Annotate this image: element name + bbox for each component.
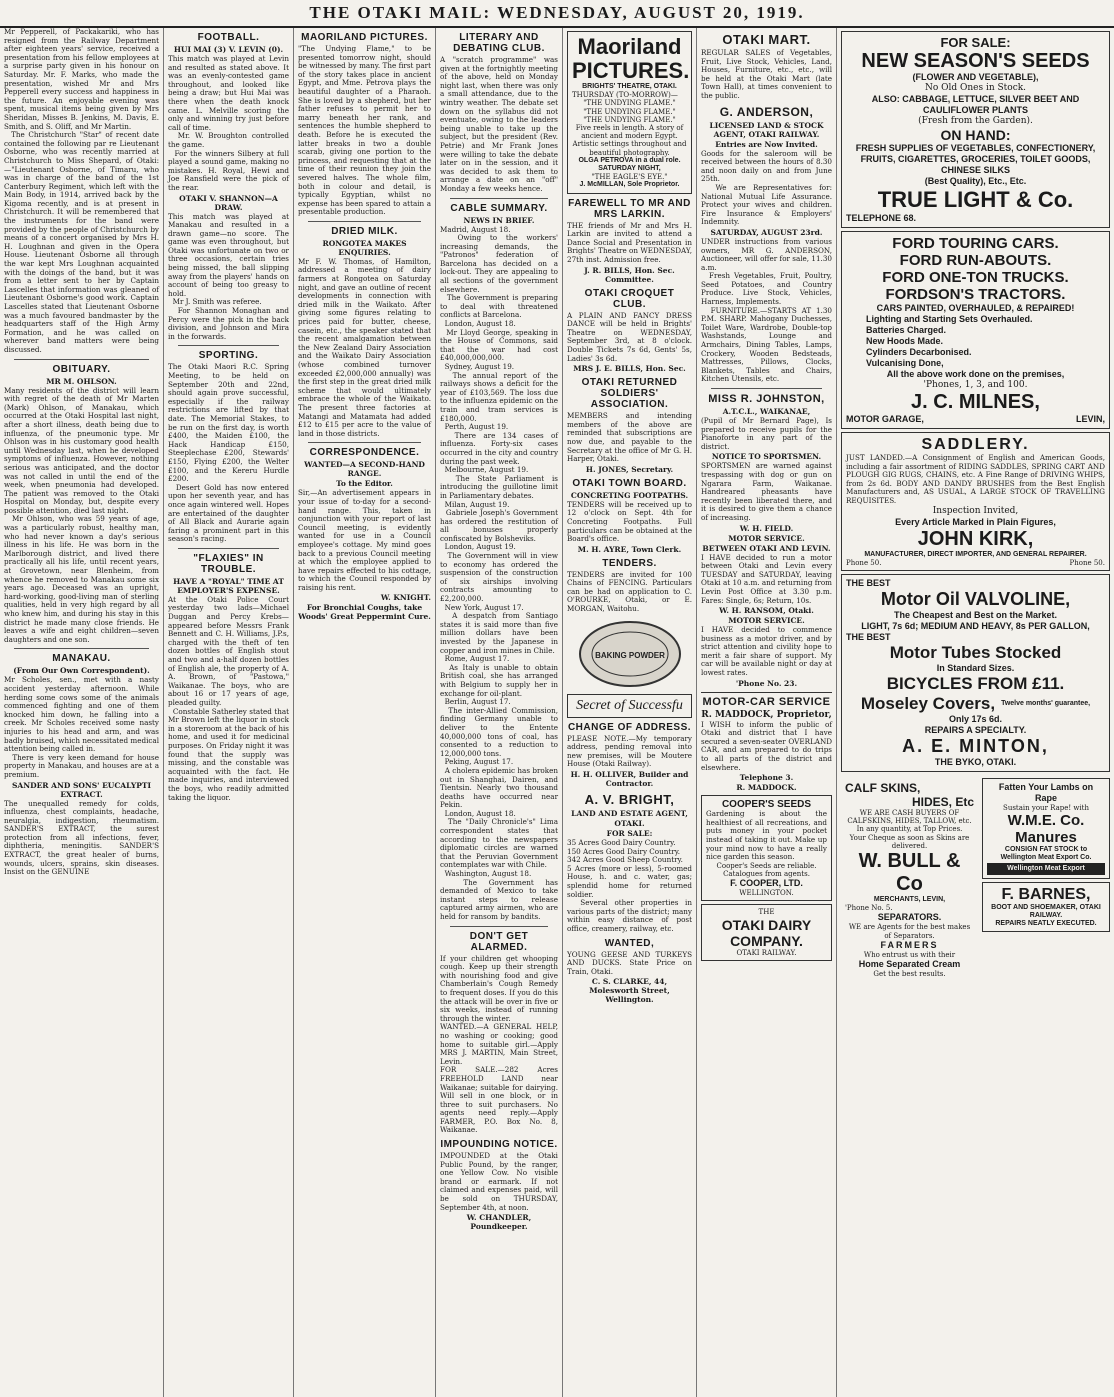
- wanted-signature: C. S. CLARKE, 44, Molesworth Street, Wellington.: [589, 977, 670, 1005]
- sportsmen-signature: W. H. FIELD.: [739, 523, 794, 533]
- bottom-adverts-row: [841, 775, 1110, 984]
- motor-heading: MOTOR SERVICE.: [728, 533, 805, 543]
- farewell-body: THE friends of Mr and Mrs H. Larkin are invited to attend a Dance Social and Presentation in Brights' Theatre on WEDNESDAY, 27th inst. Admission free.: [567, 220, 695, 265]
- shannon-body: This match was played at Manakau and resulted in a drawn game—no score. The game was even throughout, but Otaki was unfortunate on two or three occasions, certain tries being missed, the ball slipping away from the players' hands on account of being too greasy to hold. Mr J. Smith was referee. For Shannon Monaghan and Percy were the pick in the back division, and Johnson and Mira in the forwards.: [168, 211, 289, 341]
- wanted-general-help: WANTED.—A GENERAL HELP, no washing or cooking; good home to suitable girl.—Apply MRS J. MARTIN, Main Street, Levin.: [440, 1022, 561, 1066]
- motor-tubes-subtitle: In Standard Sizes.: [936, 662, 1015, 673]
- soldiers-heading: OTAKI RETURNED SOLDIERS' ASSOCIATION.: [581, 377, 678, 411]
- w-bull-name: W. BULL & Co: [858, 849, 961, 895]
- change-address-signature: H. H. OLLIVER, Builder and Contractor.: [570, 770, 689, 789]
- john-kirk-subtitle: MANUFACTURER, DIRECT IMPORTER, AND GENERAL REPAIRER.: [864, 550, 1087, 558]
- anderson-name: G. ANDERSON,: [719, 104, 814, 119]
- correspondence-body: Sir,—An advertisement appears in your issue of to-day for a second-hand range. This, taken in conjunction with your report of last Council meeting, is evidently wanted for use in a Council employee's cottage. My mind goes back to a previous Council meeting at which the employee applied to have repairs effected to his cottage, to which the Council responded by raising his rent.: [298, 488, 434, 592]
- ford-premises: All the above work done on the premises,: [886, 369, 1065, 379]
- pictures-film: "THE UNDYING FLAME.": [583, 107, 676, 116]
- mart-body-2: Goods for the saleroom will be received between the hours of 8.30 and noon daily on and from June 25th. We are Representatives for: National Mutual Life Assurance. Protect your wives and children. Fire Insurance & Employers' Indemnity.: [701, 148, 832, 227]
- johnston-subtitle: A.T.C.L., WAIKANAE,: [722, 407, 811, 416]
- soldiers-signature: H. JONES, Secretary.: [585, 464, 674, 474]
- inspection-invited: Inspection Invited,: [932, 505, 1019, 516]
- dairy-location: OTAKI RAILWAY.: [736, 948, 797, 957]
- tenders-body: TENDERS are invited for 100 Chains of FENCING. Particulars can be had on application to C. O'ROURKE, Otaki, or E. MORGAN, Waitohu.: [567, 569, 695, 614]
- byko-address: THE BYKO, OTAKI.: [934, 756, 1017, 767]
- calf-skins-advert: [841, 778, 978, 981]
- ford-trucks: FORD ONE-TON TRUCKS.: [882, 269, 1069, 286]
- sanders-body: The unequalled remedy for colds, influenza, chest complaints, headache, neuralgia, indigestion, rheumatism. SANDER'S EXTRACT, the surest protection from all infections, fever, diphtheria, meningitis. SANDER'S EXTRACT, the great healer of burns, wounds, ulcers, sprains, skin diseases. Insist on the GENUINE: [4, 798, 162, 877]
- baking-powder-illustration: [575, 618, 685, 690]
- column-6: [696, 28, 836, 1397]
- minton-name: A. E. MINTON,: [902, 735, 1049, 756]
- moseley-guarantee: Twelve months' guarantee,: [1001, 699, 1091, 707]
- town-board-signature: M. H. AYRE, Town Clerk.: [577, 544, 682, 554]
- bottom-left-adverts: [841, 775, 978, 984]
- pictures-description: Five reels in length. A story of ancient and modern Egypt. Artistic settings throughout and beautiful photography.: [572, 124, 687, 157]
- valvoline-title: Motor Oil VALVOLINE,: [880, 588, 1071, 609]
- football-subheading: HUI MAI (3) V. LEVIN (0).: [173, 45, 284, 54]
- dairy-name: OTAKI DAIRY: [721, 916, 812, 933]
- literary-heading: LITERARY AND DEBATING CLUB.: [453, 32, 545, 54]
- best-quality: (Best Quality), Etc., Etc.: [924, 176, 1027, 186]
- moseley-price: Only 17s 6d.: [948, 713, 1003, 724]
- dairy-the: THE: [758, 908, 775, 917]
- maddock-body: I WISH to inform the public of Otaki and district that I have secured a seven-seater OVERLAND CAR, and am prepared to do trips to all parts of the district and elsewhere.: [701, 719, 835, 772]
- alarm-heading: DON'T GET ALARMED.: [469, 930, 529, 953]
- town-board-body: TENDERS will be received up to 12 o'clock on Sept. 4th for Concreting Footpaths. Full particulars can be obtained at the Board's office.: [567, 499, 695, 544]
- croquet-signature: MRS J. E. BILLS, Hon. Sec.: [573, 364, 686, 374]
- baking-powder-label: BAKING POWDER: [594, 650, 665, 660]
- wme-manures: W.M.E. Co. Manures: [1007, 812, 1085, 847]
- w-bull-phone: 'Phone No. 5.: [845, 904, 893, 913]
- barnes-subtitle: BOOT AND SHOEMAKER, OTAKI RAILWAY.: [991, 903, 1101, 919]
- barnes-name: F. BARNES,: [1001, 885, 1091, 903]
- motor-subheading: BETWEEN OTAKI AND LEVIN.: [702, 543, 831, 553]
- seeds-for-sale: FOR SALE:: [940, 35, 1011, 50]
- column-3: [293, 28, 435, 1397]
- impound-body: IMPOUNDED at the Otaki Public Pound, by the ranger, one Yellow Cow. No visible brand or earmark. If not claimed and expenses paid, will be sold on THURSDAY, September 4th, at noon.: [440, 1151, 561, 1212]
- barnes-advert: [982, 882, 1110, 933]
- saturday-heading: SATURDAY, AUGUST 23rd.: [710, 227, 823, 237]
- obituary-heading: OBITUARY.: [52, 363, 111, 375]
- car-service-heading: MOTOR-CAR SERVICE: [701, 692, 832, 708]
- pictures-star: OLGA PETROVA in a dual role.: [578, 156, 681, 164]
- correspondence-signature: W. KNIGHT.: [380, 593, 431, 603]
- the-best-label: THE BEST: [846, 577, 891, 588]
- wanted-body: YOUNG GEESE AND TURKEYS AND DUCKS. State Price on Train, Otaki.: [567, 949, 695, 976]
- dried-milk-subheading: RONGOTEA MAKES ENQUIRIES.: [322, 238, 407, 257]
- bright-town: OTAKI.: [614, 819, 645, 829]
- true-light-name: TRUE LIGHT & Co.: [877, 187, 1074, 212]
- repairs-specialty: REPAIRS A SPECIALTY.: [924, 724, 1027, 735]
- town-board-subheading: CONCRETING FOOTPATHS.: [570, 490, 689, 500]
- divider: [178, 548, 279, 549]
- maddock-signature: R. MADDOCK.: [736, 783, 797, 793]
- sporting-body: The Otaki Maori R.C. Spring Meeting, to be held on September 20th and 22nd, should again prove successful, especially if the railway restrictions are lifted by that date. The Memorial Stakes, to be run on the first day, is worth £400, the Maiden £100, the Hack Handicap £150, Steeplechase £200, Stewards' £150, Flying £200, the Welter £100, and the Kereru Hurdle £200. Desert Gold has now entered upon her seventh year, and has once again wintered well. Hopes are entertained of the daughter of All Black and Aurarie again faring a prominent part in this season's racing.: [168, 362, 289, 544]
- football-body: This match was played at Levin and resulted as stated above. It was an evenly-contested game throughout, and looked like being a draw; but Hui Mai was there when the death knock came. L. Melville scoring the only and winning try just before call of time. Mr. W. Broughton controlled the game. For the winners Silbery at full played a sound game, making no mistakes. H. Royal, Hewi and Joe Ransfield were the pick of the rear.: [168, 54, 290, 192]
- sustain-rape: Sustain your Rape! with: [1003, 803, 1089, 812]
- every-article: Every Article Marked in Plain Figures,: [895, 516, 1056, 527]
- otaki-dairy-advert: [701, 904, 832, 960]
- saddlery-title: SADDLERY.: [921, 436, 1030, 453]
- pictures-title: Maoriland: [577, 34, 682, 59]
- moseley-title: Moseley Covers,: [860, 693, 996, 713]
- correspondence-heading: CORRESPONDENCE.: [309, 447, 420, 459]
- column-7: [836, 28, 1114, 1397]
- separators-body: WE are Agents for the best makes of Separators.: [848, 923, 971, 940]
- kirk-phone-right: Phone 50.: [1069, 558, 1105, 567]
- ford-phones: 'Phones, 1, 3, and 100.: [923, 380, 1028, 390]
- flaxies-subheading: HAVE A "ROYAL" TIME AT EMPLOYER'S EXPENSE.: [173, 576, 284, 595]
- sporting-heading: SPORTING.: [198, 350, 259, 362]
- croquet-heading: OTAKI CROQUET CLUB.: [584, 287, 675, 310]
- pictures-day: THURSDAY (TO-MORROW)—: [572, 91, 678, 100]
- coopers-seeds-firm: F. COOPER, LTD.: [730, 878, 803, 889]
- coopers-seeds-catalogue: Cooper's Seeds are reliable. Catalogues from agents.: [716, 861, 817, 878]
- column-2: [163, 28, 293, 1397]
- pictures-film-2: "THE EAGLE'S EYE.": [591, 173, 668, 182]
- cash-buyers-body: WE ARE CASH BUYERS OF CALFSKINS, HIDES, TALLOW, etc. In any quantity, at Top Prices.: [847, 808, 972, 834]
- mart-body: REGULAR SALES of Vegetables, Fruit, Live Stock, Vehicles, Land, Houses, Furniture, etc., etc., will be held at the Otaki Mart (late Town Hall), at times convenient to the public.: [701, 48, 835, 100]
- farewell-heading: FAREWELL TO MR AND MRS LARKIN.: [568, 197, 691, 220]
- pictures-advert: [567, 31, 692, 194]
- sportsmen-heading: NOTICE TO SPORTSMEN.: [711, 452, 822, 462]
- maddock-telephone: Telephone 3.: [739, 773, 794, 783]
- cough-footer: For Bronchial Coughs, take Woods' Great Peppermint Cure.: [298, 603, 431, 622]
- hides-title: HIDES, Etc: [911, 794, 974, 809]
- entries-invited: Entries are Now Invited.: [715, 139, 818, 149]
- column-4: [435, 28, 562, 1397]
- soldiers-body: MEMBERS and intending members of the above are reminded that subscriptions are now due, and payable to the Secretary at the office of Mr G. H. Harper, Otaki.: [567, 411, 695, 464]
- home-separated-cream: Home Separated Cream: [858, 959, 961, 969]
- divider: [711, 388, 822, 389]
- ford-advert: [841, 231, 1110, 429]
- on-hand-heading: ON HAND:: [940, 127, 1011, 143]
- intro-article: Mr Pepperell, of Packakariki, who has resigned from the Railway Department after eighteen years' service, received a presentation from his fellow employees at a surprise party given in his honour on Saturday. Mr. F. Marks, who made the presentation, wished Mr and Mrs Pepperell every success and happiness in the future. An enjoyable evening was spent, musical items being given by Mrs Sheridan, Misses B. Jenkins, M. Davis, E. Smith, and S. Oliff, and Mr Martin. The Christchurch "Star" of recent date contained the following par re Lieutenant Osborne, who was recently married at Christchurch to Miss Shepard, of Otaki:—"Lieutenant Osborne, of Timaru, who was in charge of the band of the 1st Canterbury Regiment, which left with the Main Body, in 1914, arrived back by the Kigoma recently, and is at present in Christchurch. It will be remembered that the instruments for the band were provided by the people of Christchurch by means of a concert organised by Mrs H. H. Loughnan and given in the Opera House. Lieutenant Osborne all through the war kept Mrs Loughnan acquainted with the doings of the band, but it was from a letter sent to her by Captain Lascelles that information was gleaned of Lieutenant Osborne's good work. Captain Lascelles stated that Lieutenant Osborne was a much favoured bandmaster by the headquarters staff of the High Army Formation, and he was called on wherever band matters were being discussed.: [4, 28, 159, 354]
- milnes-name: J. C. MILNES,: [911, 391, 1040, 413]
- divider: [308, 442, 421, 443]
- coopers-seeds-town: WELLINGTON.: [739, 889, 794, 898]
- divider: [308, 221, 421, 222]
- wanted-heading: WANTED,: [604, 937, 655, 949]
- manures-advert: [982, 778, 1110, 879]
- dried-milk-heading: DRIED MILK.: [331, 225, 398, 237]
- valvoline-subtitle: The Cheapest and Best on the Market.: [893, 609, 1058, 620]
- sportsmen-body: SPORTSMEN are warned against trespassing with dog or gun on Ngarara Farm, Waikanae. Handreared pheasants have recently been liberated there, and it is desired to give them a chance of increasing.: [701, 461, 835, 522]
- pictures-film: "THE UNDYING FLAME.": [583, 115, 676, 124]
- bright-for-sale: FOR SALE:: [606, 829, 653, 839]
- bright-body: 35 Acres Good Dairy Country. 150 Acres Good Dairy Country. 342 Acres Good Sheep Country. 5 Acres (more or less), 5-roomed House, h. and c. water, gas; splendid home for returned soldier. Several other properties in various parts of the district; many within easy distance of post office, creamery, railway, etc.: [567, 838, 692, 933]
- cable-subheading: NEWS IN BRIEF.: [463, 215, 535, 225]
- best-results: Get the best results.: [873, 970, 946, 978]
- bicycles-price: BICYCLES FROM £11.: [886, 673, 1065, 693]
- w-bull-subtitle: MERCHANTS, LEVIN,: [873, 895, 946, 903]
- divider: [14, 359, 149, 360]
- milnes-garage: MOTOR GARAGE,: [846, 414, 924, 424]
- seeds-subtitle: (FLOWER AND VEGETABLE),: [912, 72, 1039, 82]
- motor2-body: I HAVE decided to commence business as a motor driver, and by strict attention and civility hope to merit a fair share of support. My car will be available night or day at lowest rates.: [701, 625, 835, 678]
- maoriland-heading: MAORILAND PICTURES.: [301, 32, 428, 43]
- motor-tubes-title: Motor Tubes Stocked: [889, 642, 1062, 662]
- milnes-town: LEVIN,: [1075, 414, 1105, 424]
- separators-heading: SEPARATORS.: [877, 912, 942, 923]
- change-address-body: PLEASE NOTE.—My temporary address, pending removal into new premises, will be Moutere House (Otaki Railway).: [567, 733, 695, 769]
- ford-services-list: Lighting and Starting Sets Overhauled. Batteries Charged. New Hoods Made. Cylinders Decarbonised. Vulcanising Done,: [866, 314, 1033, 368]
- johnston-body: (Pupil of Mr Bernard Page), Is prepared to receive pupils for the Pianoforte in any part of the district.: [701, 416, 835, 451]
- sanders-heading: SANDER AND SONS' EUCALYPTI EXTRACT.: [12, 780, 151, 799]
- fordson-tractors: FORDSON'S TRACTORS.: [885, 286, 1066, 303]
- secret-success-banner: Secret of Successfu: [567, 694, 692, 718]
- divider: [450, 926, 548, 927]
- johnston-heading: MISS R. JOHNSTON,: [708, 393, 825, 405]
- literary-body: A "scratch programme" was given at the fortnightly meeting of the above, held on Monday night last, when there was only a small attendance, due to the wintry weather. The debate set down on the syllabus did not eventuate, owing to the leaders being unable to take up the subject, but the president (Rev. Petrie) and Mr Frank Jones were willing to take the debate later on in the session, and it was decided to ask them to arrange a date on an "off" Monday a few weeks hence.: [440, 55, 561, 193]
- pictures-theatre: BRIGHTS' THEATRE, OTAKI.: [582, 83, 677, 90]
- telephone: TELEPHONE 68.: [846, 213, 917, 223]
- john-kirk-name: JOHN KIRK,: [917, 527, 1034, 550]
- milnes-footer: [846, 414, 1105, 425]
- coopers-seeds-body: Gardening is about the healthiest of all recreations, and puts money in your pocket instead of taking it out. Make up your mind now to have a really nice garden this season.: [706, 809, 830, 862]
- kirk-phone-left: Phone 50.: [846, 558, 882, 567]
- ford-runabouts: FORD RUN-ABOUTS.: [899, 252, 1052, 269]
- town-board-heading: OTAKI TOWN BOARD.: [572, 477, 687, 489]
- fatten-lambs: Fatten Your Lambs on Rape: [998, 781, 1094, 803]
- seeds-no-old: No Old Ones in Stock.: [924, 83, 1027, 93]
- obituary-subheading: MR M. OHLSON.: [46, 376, 117, 386]
- shannon-subheading: OTAKI V. SHANNON—A DRAW.: [179, 193, 278, 212]
- wme-logo: Wellington Meat Export: [987, 863, 1105, 875]
- cable-heading: CABLE SUMMARY.: [450, 202, 548, 214]
- correspondence-subheading: WANTED—A SECOND-HAND RANGE.: [304, 460, 425, 479]
- anderson-subtitle: LICENSED LAND & STOCK AGENT, OTAKI RAILWAY.: [709, 120, 824, 139]
- manakau-heading: MANAKAU.: [52, 653, 111, 665]
- obituary-body: Many residents of the district will learn with regret of the death of Mr Marten (Mark) Ohlson, of Manakau, which occurred at the Otaki Hospital last night, after a short illness, death being due to influenza, of the pneumonic type. Mr Ohlson was in his customary good health until Wednesday last, when he developed symptoms of influenza. However, nothing serious was anticipated, and the doctor was not called in until the end of the week, when pneumonia had developed. The patient was removed to the Otaki Hospital on Monday, but, despite every possible attention, died last night. Mr Ohlson, who was 59 years of age, was a particularly robust, healthy man, who had never known a day's serious illness in his life. He was born in the Marlborough district, and lived there practically all his life, until recent years, at Grovetown, near Blenheim, from whence he removed to Manakau some six years ago. Deceased was an upright, hard-working, good-living man of sterling qualities, held in very high regard by all who knew him, and during his stay in this district he made many close friends. He leaves a wife and eight children—seven daughters and one son.: [4, 385, 159, 644]
- saddlery-advert: [841, 432, 1110, 571]
- cheques-body: Your Cheque as soon as Skins are delivered.: [849, 833, 970, 850]
- ford-touring: FORD TOURING CARS.: [892, 235, 1059, 252]
- masthead: THE OTAKI MAIL: WEDNESDAY, AUGUST 20, 1919.: [0, 0, 1114, 28]
- coopers-seeds-brand: COOPER'S SEEDS: [721, 799, 812, 811]
- column-5: [562, 28, 696, 1397]
- ford-painted: CARS PAINTED, OVERHAULED, & REPAIRED!: [876, 303, 1075, 313]
- seeds-fresh: (Fresh from the Garden).: [918, 116, 1033, 126]
- valvoline-advert: [841, 574, 1110, 772]
- maddock-name: R. MADDOCK, Proprietor,: [701, 709, 832, 720]
- consign-fat-stock: CONSIGN FAT STOCK to Wellington Meat Export Co.: [1000, 846, 1092, 862]
- motor2-heading: MOTOR SERVICE.: [728, 616, 805, 626]
- kirk-phones: [846, 559, 1105, 567]
- on-hand-body: FRESH SUPPLIES OF VEGETABLES, CONFECTIONERY, FRUITS, CIGARETTES, GROCERIES, TOILET GOODS, CHINESE SILKS: [855, 143, 1096, 175]
- motor-signature: W. H. RANSOM, Otaki.: [719, 606, 814, 616]
- divider: [178, 345, 279, 346]
- saddlery-body: JUST LANDED.—A Consignment of English and American Goods, including a fair assortment of RIDING SADDLES, SPRING CART AND PLOUGH GIG RUGS, CHAINS, etc. A Fine Range of DRIVING WHIPS, from 2s 6d. BODY AND DANDY BRUSHES from the Best English Manufacturers and, AS USUAL, A LARGE STOCK OF TRAVELLING REQUISITES.: [846, 453, 1108, 505]
- cable-body: Madrid, August 18. Owing to the workers' increasing demands, the "Patronos" federation of Barcelona has decided on a lock-out. They are appealing to all sections of the government elsewhere. The Government is preparing to deal with threatened conflicts at Barcelona. London, August 18. Mr Lloyd George, speaking in the House of Commons, said that the war had cost £40,000,000,000. Sydney, August 19. The annual report of the railways shows a deficit for the year of £103,569. The loss due to the influenza epidemic on the train and tram services is £180,000. Perth, August 19. There are 134 cases of influenza. Forty-six cases occurred in the city and country during the past week. Melbourne, August 19. The State Parliament is introducing the guillotine limit in Parliamentary debates. Milan, August 19. Gabriele Joseph's Government has ordered the restitution of all bonuses properly confiscated by Bolsheviks. London, August 19. The Government will in view to economy has ordered the suspension of the construction of six airships involving contracts amounting to £2,200,000. New York, August 17. A despatch from Santiago states it is said more than five million dollars have been invested by the Japanese in copper and iron mines in Chile. Rome, August 17. As Italy is unable to obtain British coal, she has arranged with Belgium to supply her in exchange for oil-plant. Berlin, August 17. The inter-Allied Commission, finding Germany unable to deliver to the Entente 40,000,000 tons of coal, has consented to a reduction to 12,000,000 tons. Peking, August 17. A cholera epidemic has broken out in Shanghai, Dairen, and Tientsin. Nearly two thousand deaths have occurred near Pekin. London, August 18. The "Daily Chronicle's" Lima correspondent states that according to the newspapers diplomatic circles are warned that the Peruvian Government contemplates war with Chile. Washington, August 18. The Government has demanded of Mexico to take instant steps to release captured army airmen, who are held for ransom by bandits.: [440, 224, 558, 921]
- the-best-label-2: THE BEST: [846, 631, 891, 642]
- dried-milk-body: Mr F. W. Thomas, of Hamilton, addressed a meeting of dairy farmers at Rongotea on Saturday night, and gave an outline of recent developments in connection with dried milk in the Waikato. After giving some figures relating to prices paid for butter, cheese, casein, etc., the speaker stated that the recent amalgamation between the New Zealand Dairy Association and the Waikato Dairy Association (whose combined turnover exceeded £2,000,000 annually) was the first step in the great dried milk scheme that would ultimately embrace the whole of the Waikato. The present three factories at Matangi and Matamata had added £12 to £15 per acre to the value of land in those districts.: [298, 256, 434, 438]
- correspondence-salutation: To the Editor.: [336, 479, 393, 489]
- pictures-saturday: SATURDAY NIGHT,: [598, 165, 661, 173]
- croquet-body: A PLAIN AND FANCY DRESS DANCE will be held in Brights' Theatre on WEDNESDAY, September 3rd, at 8 o'clock. Double Tickets 7s 6d, Gents' 5s, Ladies' 3s 6d.: [567, 310, 695, 363]
- pictures-proprietor: J. McMILLAN, Sole Proprietor.: [579, 181, 680, 189]
- pictures-film: "THE UNDYING FLAME.": [583, 99, 676, 108]
- dairy-company: COMPANY.: [730, 932, 803, 949]
- impound-signature: W. CHANDLER, Poundkeeper.: [466, 1213, 532, 1232]
- farewell-signature: J. R. BILLS, Hon. Sec. Committee.: [584, 265, 675, 284]
- farmers-body: Who entrust us with their: [863, 950, 956, 959]
- tenders-heading: TENDERS.: [602, 557, 657, 569]
- motor2-phone: 'Phone No. 23.: [735, 678, 798, 688]
- coopers-seeds-advert: [701, 795, 832, 901]
- seeds-also: ALSO: CABBAGE, LETTUCE, SILVER BEET AND CAULIFLOWER PLANTS: [871, 94, 1080, 115]
- farmers-heading: FARMERS: [880, 939, 939, 950]
- seeds-headline: NEW SEASON'S SEEDS: [861, 50, 1090, 72]
- motor-body: I HAVE decided to run a motor between Otaki and Levin every TUESDAY and SATURDAY, leaving Otaki at 10 a.m. and returning from Levin Post Office at 3.30 p.m. Fares: Single, 6s; Return, 10s.: [701, 552, 835, 605]
- bright-subtitle: LAND AND ESTATE AGENT,: [571, 809, 688, 819]
- valvoline-price: LIGHT, 7s 6d; MEDIUM AND HEAVY, 8s PER GALLON,: [861, 620, 1090, 631]
- bottom-right-adverts: [982, 775, 1110, 984]
- barnes-repairs: REPAIRS NEATLY EXECUTED.: [995, 920, 1097, 928]
- mart-heading: OTAKI MART.: [722, 32, 811, 47]
- flaxies-heading: "FLAXIES" IN TROUBLE.: [193, 552, 264, 575]
- flaxies-body: At the Otaki Police Court yesterday two lads—Michael Duggan and Percy Krebs—appeared before Messrs Frank Bennett and C. H. Williams, J.P.s, charged with the theft of ten dozen bottles of English stout and two and a-half dozen bottles of English ale, the property of A. A. Brown, of "Pastowa," Waikanae. The boys, who are about 16 or 17 years of age, pleaded guilty. Constable Satherley stated that Mr Brown left the liquor in stock in a storeroom at the back of his home, and used it for medicinal purposes. On Friday night it was found that the supply was missing, and the constable was acquainted with the fact. He made inquiries, and interviewed the boys, who readily admitted taking the liquor.: [168, 594, 289, 802]
- saturday-body: UNDER instructions from various owners, MR G. ANDERSON, Auctioneer, will offer for sale, 11.30 a.m. Fresh Vegetables, Fruit, Poultry, Seed Potatoes, and Country Produce. Live Stock, Vehicles, Harness, Implements. FURNITURE.—STARTS AT 1.30 P.M. SHARP. Mahogany Duchesses, Toilet Ware, Wardrobe, Double-top Washstands, Lounge and Armchairs, Dining Tables, Lamps, Crockery, Wooden Bedsteads, Mattresses, Pillows, Clocks, Blankets, Tables and Chairs, Kitchen Utensils, etc.: [701, 236, 832, 384]
- seeds-advert: [841, 31, 1110, 228]
- change-address-heading: CHANGE OF ADDRESS.: [567, 721, 692, 733]
- divider: [14, 648, 149, 649]
- moseley-row: [846, 694, 1105, 714]
- divider: [450, 198, 548, 199]
- column-1: [0, 28, 163, 1397]
- calf-skins-title: CALF SKINS,: [845, 780, 921, 795]
- maoriland-body: "The Undying Flame," to be presented tomorrow night, should be witnessed by many. The first part of the story takes place in ancient Egypt, and Mme. Petrova plays the beautiful daughter of a Pharaoh. She is loved by a shepherd, but her father refuses to permit her to marry beneath her rank, and sentences the humble shepherd to death. Before he is executed the latter breaks in two a double scarab, giving one portion to the princess, and requesting that at the time of their reunion they join the severed halves. The whole film, both in colour and detail, is typically Egyptian, whilst no expense has been spared to attain a presentable production.: [298, 44, 434, 217]
- impound-heading: IMPOUNDING NOTICE.: [440, 1139, 558, 1151]
- for-sale-land: FOR SALE.—282 Acres FREEHOLD LAND near Waikanae; suitable for dairying. Will sell in one block, or in three to suit purchasers. No agents need reply.—Apply FARMER, P.O. Box No. 8, Waikanae.: [440, 1065, 561, 1135]
- pictures-title-2: PICTURES.: [572, 58, 690, 83]
- manakau-subheading: (From Our Own Correspondent).: [13, 666, 150, 676]
- alarm-body: If your children get whooping cough. Keep up their strength with nourishing food and give Chamberlain's Cough Remedy to frequent doses. If you do this the attack will be over in five or six weeks, instead of running through the winter.: [440, 953, 561, 1023]
- manakau-body: Mr Scholes, sen., met with a nasty accident yesterday afternoon. While herding some cows some of the animals commenced fighting and one of them knocked him down, he falling into a creek. Mr Scholes received some nasty injuries to his head and arm, and was badly bruised, which necessitated medical attention being called in. There is very keen demand for house property in Manakau, and houses are at a premium.: [4, 675, 160, 779]
- football-heading: FOOTBALL.: [197, 32, 260, 43]
- bright-name: A. V. BRIGHT,: [584, 792, 675, 808]
